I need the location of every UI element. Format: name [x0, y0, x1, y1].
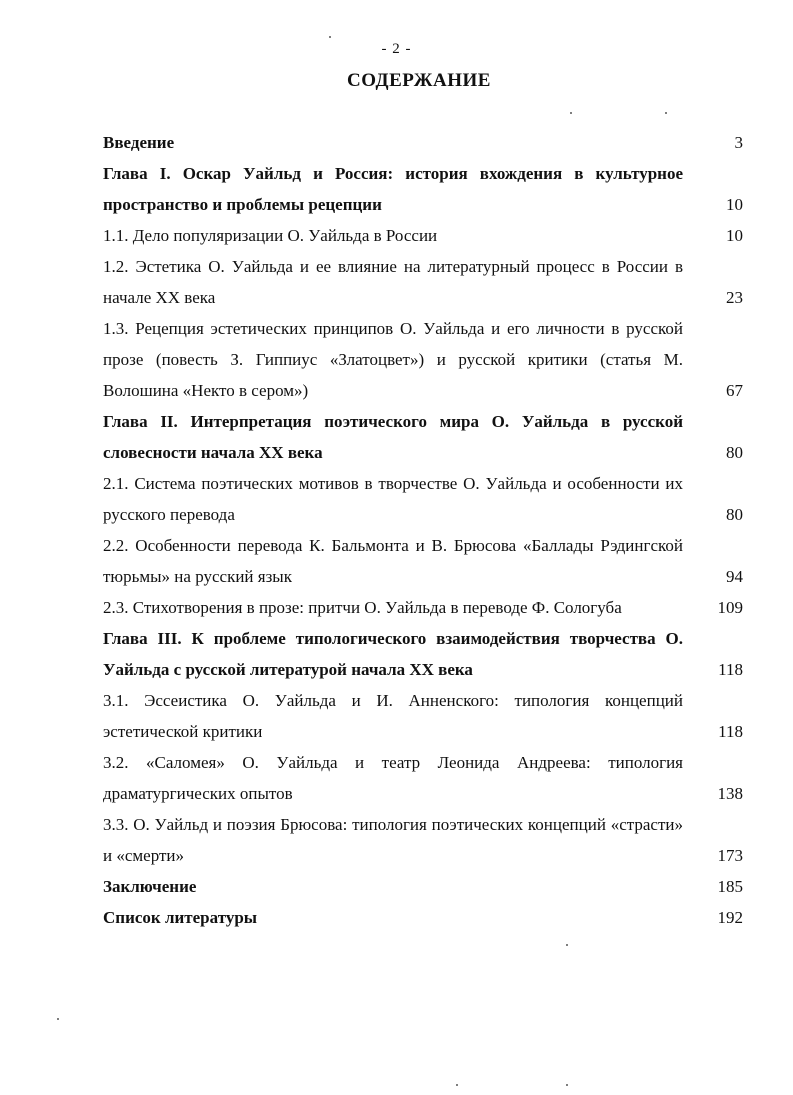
toc-entry-text: 2.3. Стихотворения в прозе: притчи О. Уайльда в переводе Ф. Сологуба: [103, 598, 622, 617]
toc-entry-text: 2.1. Система поэтических мотивов в творчестве О. Уайльда и особенности их русского перевода: [103, 474, 683, 524]
toc-entry-page: 23: [726, 288, 743, 307]
toc-entry-page: 118: [718, 722, 743, 741]
toc-entry-1-1: [103, 220, 743, 251]
toc-entry-chapter-3: [103, 623, 743, 685]
toc-entry-text: 3.3. О. Уайльд и поэзия Брюсова: типология поэтических концепций «страсти» и «смерти»: [103, 815, 683, 865]
toc-entry-3-3: [103, 809, 743, 871]
toc-entry-chapter-2: [103, 406, 743, 468]
scan-speck: [566, 1084, 568, 1086]
toc-entry-1-2: [103, 251, 743, 313]
toc-entry-bibliography: [103, 902, 743, 933]
toc-entry-text: 2.2. Особенности перевода К. Бальмонта и В. Брюсова «Баллады Рэдингской тюрьмы» на русский язык: [103, 536, 683, 586]
toc-entry-page: 192: [717, 908, 743, 927]
toc-entry-text: Глава III. К проблеме типологического взаимодействия творчества О. Уайльда с русской литературой начала XX века: [103, 629, 683, 679]
scan-speck: [329, 36, 331, 38]
toc-entry-2-1: [103, 468, 743, 530]
toc-entry-page: 67: [726, 381, 743, 400]
toc-entry-page: 185: [717, 877, 743, 896]
toc-entry-text: Глава I. Оскар Уайльд и Россия: история вхождения в культурное пространство и проблемы рецепции: [103, 164, 683, 214]
toc-entry-text: Список литературы: [103, 908, 258, 927]
toc-entry-page: 94: [726, 567, 743, 586]
toc-entry-page: 118: [718, 660, 743, 679]
table-of-contents: [103, 127, 743, 933]
toc-entry-text: 1.3. Рецепция эстетических принципов О. Уайльда и его личности в русской прозе (повесть З. Гиппиус «Златоцвет») и русской критики (статья М. Волошина «Некто в сером»): [103, 319, 683, 400]
toc-entry-text: Введение: [103, 133, 175, 152]
scan-speck: [570, 112, 572, 114]
toc-entry-chapter-1: [103, 158, 743, 220]
scan-speck: [57, 1018, 59, 1020]
toc-entry-page: 3: [734, 133, 743, 152]
toc-entry-text: 1.2. Эстетика О. Уайльда и ее влияние на литературный процесс в России в начале XX века: [103, 257, 683, 307]
toc-entry-introduction: [103, 127, 743, 158]
toc-entry-3-1: [103, 685, 743, 747]
scan-speck: [665, 112, 667, 114]
toc-entry-3-2: [103, 747, 743, 809]
toc-entry-page: 80: [726, 505, 743, 524]
toc-entry-text: Заключение: [103, 877, 197, 896]
toc-entry-text: 1.1. Дело популяризации О. Уайльда в России: [103, 226, 438, 245]
page-title: СОДЕРЖАНИЕ: [347, 70, 491, 91]
scan-speck: [456, 1084, 458, 1086]
toc-entry-page: 138: [717, 784, 743, 803]
toc-entry-page: 10: [726, 226, 743, 245]
toc-entry-text: 3.1. Эссеистика О. Уайльда и И. Анненского: типология концепций эстетической критики: [103, 691, 683, 741]
toc-entry-page: 109: [717, 598, 743, 617]
toc-entry-page: 10: [726, 195, 743, 214]
toc-entry-2-3: [103, 592, 743, 623]
scan-speck: [566, 944, 568, 946]
toc-entry-2-2: [103, 530, 743, 592]
toc-entry-conclusion: [103, 871, 743, 902]
toc-entry-1-3: [103, 313, 743, 406]
toc-entry-page: 173: [717, 846, 743, 865]
toc-entry-page: 80: [726, 443, 743, 462]
toc-entry-text: 3.2. «Саломея» О. Уайльда и театр Леонида Андреева: типология драматургических опытов: [103, 753, 683, 803]
toc-entry-text: Глава II. Интерпретация поэтического мира О. Уайльда в русской словесности начала XX века: [103, 412, 683, 462]
page-number: - 2 -: [381, 41, 412, 57]
